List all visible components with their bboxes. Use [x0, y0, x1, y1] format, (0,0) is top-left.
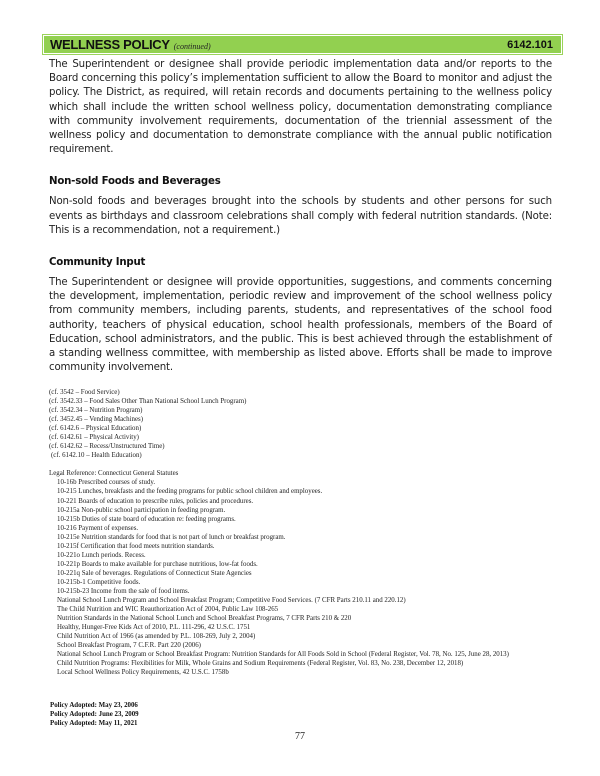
statute-item: 10-215e Nutrition standards for food that is not part of lunch or breakfast program.: [57, 533, 286, 541]
cross-reference: (cf. 3542 – Food Service): [49, 389, 120, 396]
federal-reference-item: Healthy, Hunger-Free Kids Act of 2010, P.L. 111-296, 42 U.S.C. 1751: [57, 624, 251, 632]
section-heading-non-sold-foods: Non-sold Foods and Beverages: [49, 176, 221, 188]
cross-reference: (cf. 6142.61 – Physical Activity): [49, 434, 139, 442]
policy-number: 6142.101: [507, 38, 553, 51]
spacer: [49, 460, 559, 469]
adoption-date: Policy Adopted: May 11, 2021: [50, 720, 138, 728]
section-heading-community-input: Community Input: [49, 257, 146, 269]
legal-reference-title: Legal Reference: Connecticut General Statutes: [49, 470, 179, 478]
federal-reference-item: Local School Wellness Policy Requirements, 42 U.S.C. 1758b: [57, 669, 229, 677]
federal-reference-item: The Child Nutrition and WIC Reauthorization Act of 2004, Public Law 108-265: [57, 606, 279, 614]
statute-item: 10-215a Non-public school participation in feeding program.: [57, 506, 226, 514]
federal-reference-item: National School Lunch Program or School Breakfast Program: Nutrition Standards for All Foods Sold in School (Federal Register, Vol. 78, No. 125, June 28, 2013): [57, 651, 509, 659]
policy-header: [42, 34, 563, 55]
federal-reference-item: School Breakfast Program, 7 C.F.R. Part 220 (2006): [57, 642, 201, 650]
continued-label: (continued): [173, 41, 211, 51]
policy-title: WELLNESS POLICY: [50, 36, 170, 52]
federal-reference-item: Child Nutrition Act of 1966 (as amended by P.L. 108-269, July 2, 2004): [57, 633, 256, 641]
page-number: 77: [295, 731, 305, 742]
cross-reference: (cf. 6142.62 – Recess/Unstructured Time): [49, 443, 165, 451]
cross-reference: (cf. 6142.6 – Physical Education): [49, 425, 142, 433]
statute-item: 10-215f Certification that food meets nutrition standards.: [57, 542, 215, 550]
statute-item: 10-221p Boards to make available for purchase nutritious, low-fat foods.: [57, 560, 258, 568]
statute-item: 10-16b Prescribed courses of study.: [57, 479, 156, 487]
section-text-non-sold-foods: Non-sold foods and beverages brought into the schools by students and other persons for such events as birthdays and classroom celebrations shall comply with federal nutrition standards. (Note: This is a recommendation, not a requirement.): [49, 196, 552, 236]
federal-reference-item: National School Lunch Program and School Breakfast Program; Competitive Food Services. (7 CFR Parts 210.11 and 220.12): [57, 597, 406, 605]
statute-item: 10-215 Lunches, breakfasts and the feeding programs for public school children and employees.: [57, 488, 323, 496]
statute-item: 10-216 Payment of expenses.: [57, 524, 139, 532]
cross-reference: (cf. 3452.45 – Vending Machines): [49, 416, 144, 424]
adoption-dates: [50, 701, 139, 728]
statute-item: 10-221o Lunch periods. Recess.: [57, 551, 146, 559]
cross-reference: (cf. 6142.10 – Health Education): [51, 452, 142, 460]
policy-header-bar: [44, 36, 561, 53]
intro-paragraph: The Superintendent or designee shall provide periodic implementation data and/or reports to the Board concerning this policy’s implementation sufficient to allow the Board to monitor and adjust the policy. The District, as required, will retain records and documents pertaining to the wellness policy which shall include the written school wellness policy, documentation demonstrating compliance with community involvement requirements, documentation of the triennial assessment of the wellness policy and documentation to demonstrate compliance with the annual public notification requirement.: [49, 59, 552, 156]
federal-reference-item: Child Nutrition Programs: Flexibilities for Milk, Whole Grains and Sodium Requirements (Federal Register, Vol. 83, No. 238, December 12, 2018): [57, 660, 464, 668]
cross-reference: (cf. 3542.33 – Food Sales Other Than National School Lunch Program): [49, 398, 247, 406]
statute-item: 10-215b-23 Income from the sale of food items.: [57, 587, 190, 595]
policy-body: [49, 58, 552, 375]
section-text-community-input: The Superintendent or designee will provide opportunities, suggestions, and comments concerning the development, implementation, periodic review and improvement of the school wellness policy from community members, including parents, students, and representatives of the school food authority, teachers of physical education, school health professionals, members of the Board of Education, school administrators, and the public. This is best achieved through the establishment of a standing wellness committee, with membership as listed above. Efforts shall be made to improve community involvement.: [49, 277, 552, 374]
adoption-date: Policy Adopted: May 23, 2006: [50, 702, 138, 709]
cross-reference: (cf. 3542.34 – Nutrition Program): [49, 407, 143, 415]
statute-item: 10-215b Duties of state board of education re: feeding programs.: [57, 515, 236, 523]
adoption-date: Policy Adopted: June 23, 2009: [50, 711, 139, 719]
federal-reference-item: Nutrition Standards in the National School Lunch and School Breakfast Programs, 7 CFR Parts 210 & 220: [57, 615, 352, 623]
statute-item: 10-221 Boards of education to prescribe rules, policies and procedures.: [57, 497, 254, 505]
references-block: [49, 388, 559, 677]
statute-item: 10-221q Sale of beverages. Regulations of Connecticut State Agencies: [57, 569, 252, 577]
statute-item: 10-215b-1 Competitive foods.: [57, 578, 141, 586]
policy-title-group: [50, 36, 211, 54]
